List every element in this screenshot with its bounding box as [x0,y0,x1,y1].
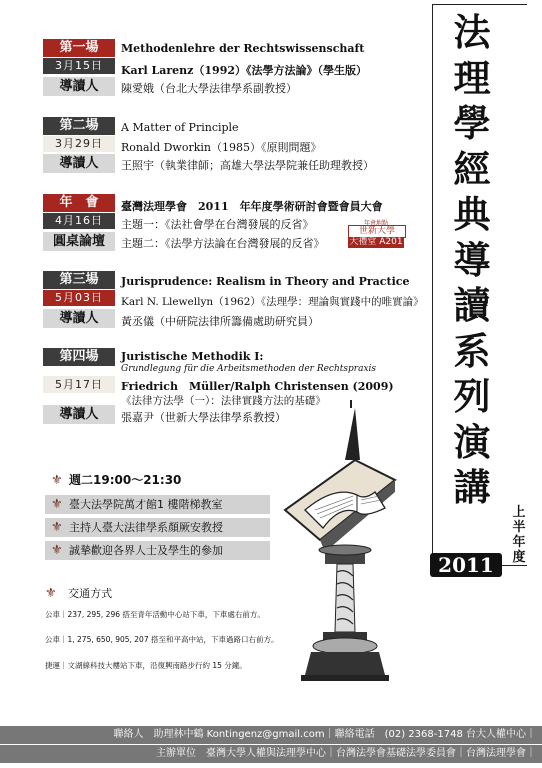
lectern-illustration [265,400,505,700]
series-title-char: 演 [453,419,491,464]
session-3-date: 5月03日 [43,290,115,306]
venue-badge [346,218,406,248]
fleur-icon: ⚜ [51,497,63,512]
series-title-char: 導 [453,237,491,282]
session-4-title: Juristische Methodik I: [121,350,264,363]
info-host: ⚜ 主持人臺大法律學系顏厥安教授 [45,518,270,537]
venue-badge-line1: 世新大學 [348,225,406,238]
session-4-date: 5月17日 [43,376,115,393]
half-year-char: 年 [512,535,526,550]
annual-title: 臺灣法理學會 2011 年年度學術研討會暨會員大會 [121,200,383,213]
session-2-title: A Matter of Principle [121,121,239,134]
series-title-char: 列 [453,374,491,418]
transport-mrt: 捷運｜文湖線科技大樓站下車，沿復興南路步行約 15 分鐘。 [45,661,247,670]
transport-bus-1: 公車｜237, 295, 296 搭至青年活動中心站下車，下車處右前方。 [45,610,265,619]
annual-topic-2: 主題二：《法學方法論在台灣發展的反省》 [121,237,325,250]
session-4-subtitle: Grundlegung für die Arbeitsmethoden der Rechtspraxis [121,364,377,374]
venue-badge-line2: 大禮堂 A201 [349,237,403,247]
session-4-speaker: 張嘉尹（世新大學法律學系教授） [121,411,286,424]
year-badge: 2011 [430,553,502,577]
info-venue: ⚜ 臺大法學院萬才館1 樓階梯教室 [45,495,270,514]
session-2-speaker: 王照宇（執業律師；高雄大學法學院兼任助理教授） [121,159,374,172]
session-3-speaker: 黃丞儀（中研院法律所籌備處助研究員） [121,315,319,328]
session-1-date: 3月15日 [43,58,115,74]
session-3-title: Jurisprudence: Realism in Theory and Practice [121,275,410,288]
annual-role: 圓桌論壇 [43,232,115,251]
annual-topic-1: 主題一：《法社會學在台灣發展的反省》 [121,218,314,231]
session-3-role: 導讀人 [43,309,115,328]
session-4-authors: Friedrich Müller/Ralph Christensen (2009) [121,380,394,393]
footer-organizers: 主辦單位 臺灣大學人權與法理學中心｜台灣法學會基礎法學委員會｜台灣法理學會｜ [0,745,542,763]
series-title-char: 理 [453,55,491,100]
info-welcome: ⚜ 誠摯歡迎各界人士及學生的參加 [45,541,270,560]
session-2-role: 導讀人 [43,154,115,173]
session-2-date: 3月29日 [43,136,115,152]
series-title-char: 讀 [453,283,491,327]
half-year-char: 半 [512,520,526,535]
fleur-icon: ⚜ [51,520,63,535]
session-2-book: Ronald Dworkin（1985）《原則問題》 [121,141,322,154]
series-title-char: 經 [453,146,491,191]
session-4-book: 《法律方法學（一）：法律實踐方法的基礎》 [121,395,326,407]
session-1-speaker: 陳愛娥（台北大學法律學系副教授） [121,82,297,95]
transport-bus-2: 公車｜1, 275, 650, 905, 207 搭至和平高中站，下車過路口右前方。 [45,635,279,644]
session-4-role: 導讀人 [43,405,115,424]
session-1-book: Karl Larenz（1992）《法學方法論》（學生版） [121,64,368,77]
annual-label: 年 會 [43,194,115,212]
session-4-label: 第四場 [43,348,115,366]
series-title-char: 法 [453,10,491,54]
session-3-label: 第三場 [43,271,115,289]
half-year-char: 度 [512,550,526,565]
series-title-char: 典 [453,192,491,236]
half-year-char: 上 [512,505,526,520]
half-year-label [510,505,528,565]
session-3-book: Karl N. Llewellyn（1962）《法理學：理論與實踐中的唯實論》 [121,296,424,308]
info-time: ⚜ 週二19:00～21:30 [51,473,182,488]
footer-contact: 聯絡人 助理林中鶴 Kontingenz@gmail.com｜聯絡電話 (02) 2368-1748 台大人權中心｜ [0,726,542,744]
session-1-role: 導讀人 [43,77,115,96]
fleur-icon: ⚜ [45,586,57,601]
fleur-icon: ⚜ [51,543,63,558]
fleur-icon: ⚜ [51,473,63,488]
session-1-label: 第一場 [43,39,115,57]
venue-badge-small: 年會地點 [363,220,388,227]
transport-heading: ⚜ 交通方式 [45,586,113,601]
series-title-char: 講 [453,465,491,509]
session-2-label: 第二場 [43,117,115,135]
series-title-char: 系 [453,328,491,373]
annual-date: 4月16日 [43,213,115,229]
session-1-title: Methodenlehre der Rechtswissenschaft [121,42,365,55]
series-title-char: 學 [453,101,491,145]
